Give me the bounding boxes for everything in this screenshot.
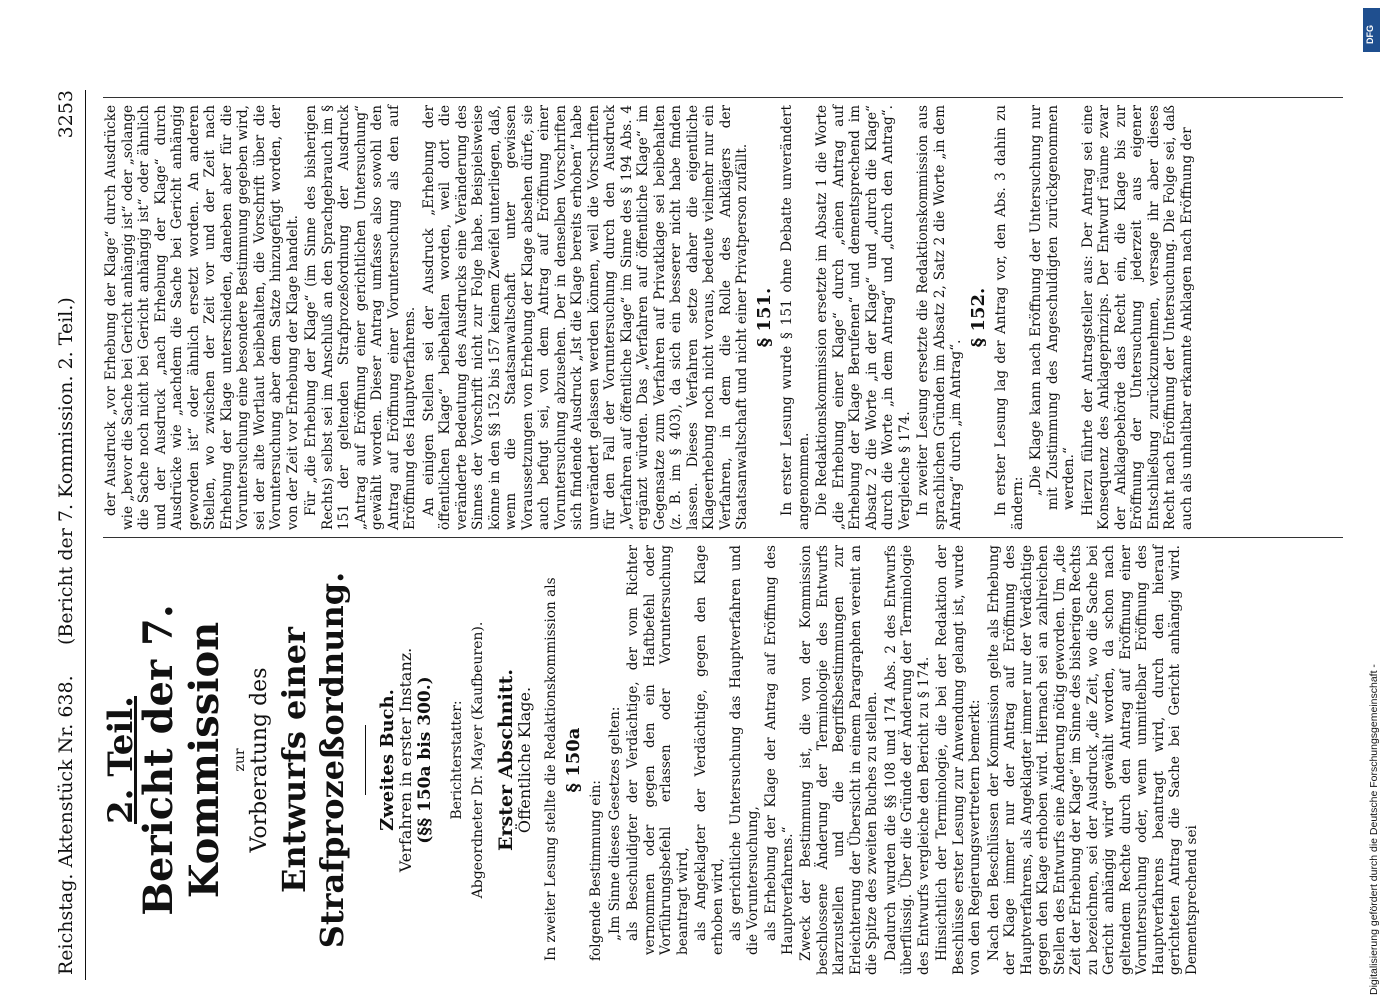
paragraph: Für „die Erhebung der Klage“ (im Sinne des bisherigen Rechts) selbst sei im Anschluß an den Sprachgebrauch im § 151 der geltenden Strafprozeßordnung der Ausdruck „Antrag auf Eröffnung einer gerichtlichen Untersuchung“ gewählt worden. Dieser Antrag umfasse also sowohl den Antrag auf Eröffnung einer Voruntersuchung als den auf Eröffnung des Hauptverfahrens.	[303, 105, 418, 530]
paragraph-number: § 151.	[753, 287, 775, 348]
section-heading: Erster Abschnitt.	[495, 669, 517, 851]
paragraph: Zweck der Bestimmung ist, die von der Kommission beschlossene Änderung der Terminologie des Entwurfs klarzustellen und die Begriffsbestimmungen zur Erleichterung der Übersicht in einem Paragraphen vereint an die Spitze des zweiten Buches zu stellen.	[798, 545, 880, 975]
column-2	[103, 105, 1197, 530]
book-heading: Zweites Buch.	[376, 689, 398, 831]
title-zur: zur	[231, 748, 248, 772]
paragraph: Die Redaktionskommission ersetzte im Absatz 1 die Worte „die Erhebung einer Klage“ durch „einen Antrag auf Erhebung der Klage Berufenen“ und dementsprechend im Absatz 2 die Worte „in der Klage“ und „durch die Klage“ durch die Worte „in dem Antrag“ und „durch den Antrag“. Vergleiche § 174.	[814, 105, 913, 530]
paragraph: Nach den Beschlüssen der Kommission gelte als Erhebung der Klage immer nur der Antrag auf Eröffnung des Hauptverfahrens, als Angeklagter immer nur der Verdächtige gegen den Klage erhoben wird. Hiernach sei an zahlreichen Stellen des Entwurfs eine Änderung nötig geworden. Um „die Zeit der Erhebung der Klage“ im Sinne des bisherigen Rechts zu bezeichnen, sei der Ausdruck „die Zeit, wo die Sache bei Gericht anhängig wird“ gewählt worden, da schon nach geltendem Rechte durch den Antrag auf Eröffnung einer Voruntersuchung oder, wenn unmittelbar Eröffnung des Hauptverfahrens beantragt wird, durch den hierauf gerichteten Antrag die Sache bei Gericht anhängig wird. Dementsprechend sei	[985, 545, 1200, 975]
dfg-logo	[1363, 8, 1380, 52]
column-separator	[103, 537, 1343, 538]
paragraph: Hierzu führte der Antragsteller aus: Der Antrag sei eine Konsequenz des Anklageprinzips. Der Entwurf räume zwar der Anklagebehörde das Recht ein, die Klage bis zur Eröffnung der Untersuchung jederzeit aus eigener Entschließung zurückzunehmen, versage ihr aber dieses Recht nach Eröffnung der Untersuchung. Die Folge sei, daß auch als unhaltbar erkannte Anklagen nach Eröffnung der	[1079, 105, 1195, 530]
funding-credit: Digitalisierung gefördert durch die Deutsche Forschungsgemeinschaft -	[1368, 664, 1380, 995]
column-separator	[103, 97, 1343, 98]
paragraph: der Ausdruck „vor Erhebung der Klage“ durch Ausdrücke wie „bevor die Sache bei Gericht anhängig ist“ oder „solange die Sache noch nicht bei Gericht anhängig ist“ oder ähnlich und der Ausdruck „nach Erhebung der Klage“ durch Ausdrücke wie „nachdem die Sache bei Gericht anhängig geworden ist“ oder ähnlich ersetzt worden. An anderen Stellen, wo zwischen der Zeit vor und der Zeit nach Erhebung der Klage unterschieden, daneben aber für die Voruntersuchung eine besondere Bestimmung gegeben wird, sei der alte Wortlaut beibehalten, die Vorschrift über die Voruntersuchung aber dem Satze hinzugefügt worden, der von der Zeit vor Erhebung der Klage handelt.	[103, 105, 301, 530]
section-range: (§§ 150a bis 300.)	[414, 676, 435, 844]
part-heading: 2. Teil.	[101, 695, 141, 825]
reporter-name: Abgeordneter Dr. Mayer (Kaufbeuren).	[469, 621, 486, 899]
paragraph: An einigen Stellen sei der Ausdruck „Erhebung der öffentlichen Klage“ beibehalten worden, weil dort die veränderte Bedeutung des Ausdrucks eine Veränderung des Sinnes der Vorschrift nicht zur Folge habe. Beispielsweise könne in den §§ 152 bis 157 keinem Zweifel unterliegen, daß, wenn die Staatsanwaltschaft unter gewissen Voraussetzungen von Erhebung der Klage absehen dürfe, sie auch befugt sei, von dem Antrag auf Eröffnung einer Voruntersuchung abzusehen. Der in denselben Vorschriften sich findende Ausdruck „Ist die Klage bereits erhoben“ habe unverändert gelassen werden können, weil die Vorschriften für den Fall der Voruntersuchung durch den Ausdruck „Verfahren auf öffentliche Klage“ im Sinne des § 194 Abs. 4 ergänzt würden. Das „Verfahren auf öffentliche Klage“ im Gegensatze zum Verfahren auf Privatklage sei beibehalten (z. B. im § 403), da sich ein besserer nicht habe finden lassen. Dieses Verfahren setze daher die eigentliche Klageerhebung noch nicht voraus, bedeute vielmehr nur ein Verfahren, in dem die Rolle des Anklägers der Staatsanwaltschaft und nicht einer Privatperson zufällt.	[420, 105, 750, 530]
section-subtitle: Öffentliche Klage.	[514, 686, 534, 834]
divider	[365, 725, 366, 795]
column-1	[103, 545, 1202, 975]
quote-line: als Beschuldigter der Verdächtige, der vom Richter vernommen oder gegen den ein Haftbefehl oder Vorführungsbefehl erlassen oder Voruntersuchung beantragt wird,	[625, 545, 691, 955]
title-vorberatung: Vorberatung des	[247, 667, 272, 853]
quote-line: „Die Klage kann nach Eröffnung der Untersuchung nur mit Zustimmung des Angeschuldigten zurückgenommen werden.“	[1028, 105, 1077, 510]
digitization-sidebar	[1340, 0, 1380, 1000]
reporter-label: Berichterstatter:	[449, 700, 465, 820]
quote-line: „Im Sinne dieses Gesetzes gelten:	[606, 706, 623, 941]
page-header	[55, 90, 81, 975]
quote-line: als gerichtliche Untersuchung das Hauptverfahren und die Voruntersuchung,	[728, 545, 761, 955]
title-entwurf: Entwurfs einer Strafprozeßordnung.	[274, 571, 351, 949]
dfg-logo-text: DFG	[1365, 25, 1375, 44]
header-middle: (Bericht der 7. Kommission. 2. Teil.)	[55, 297, 77, 645]
paragraph: In zweiter Lesung ersetzte die Redaktionskommission aus sprachlichen Gründen im Absatz 2, Satz 2 die Worte „in dem Antrag“ durch „im Antrag“.	[915, 105, 964, 530]
paragraph: Dadurch wurden die §§ 108 und 174 Abs. 2 des Entwurfs überflüssig. Über die Gründe der Änderung der Terminologie des Entwurfs vergleiche den Bericht zu § 174.	[882, 545, 932, 975]
paragraph-number: § 152.	[967, 287, 989, 348]
report-title: Bericht der 7. Kommission	[134, 604, 228, 916]
header-rule	[85, 90, 86, 980]
book-subtitle: Verfahren in erster Instanz.	[396, 647, 415, 873]
paragraph-number: § 150a	[562, 727, 584, 793]
paragraph: In zweiter Lesung stellte die Redaktionskommission als	[543, 577, 559, 961]
header-left: Reichstag. Aktenstück Nr. 638.	[55, 675, 77, 975]
page-number: 3253	[55, 90, 77, 139]
paragraph: folgende Bestimmung ein:	[588, 780, 604, 961]
paragraph: In erster Lesung lag der Antrag vor, den Abs. 3 dahin zu ändern:	[993, 105, 1026, 530]
quote-line: als Angeklagter der Verdächtige, gegen den Klage erhoben wird,	[693, 545, 726, 955]
paragraph: Hinsichtlich der Terminologie, die bei der Redaktion der Beschlüsse erster Lesung zur Anwendung gelangt ist, wurde von den Regierungsvertretern bemerkt:	[934, 545, 983, 975]
paragraph: In erster Lesung wurde § 151 ohne Debatte unverändert angenommen.	[779, 105, 812, 530]
quote-line: als Erhebung der Klage der Antrag auf Eröffnung des Hauptverfahrens.“	[763, 545, 796, 955]
document-page	[33, 70, 1363, 1000]
